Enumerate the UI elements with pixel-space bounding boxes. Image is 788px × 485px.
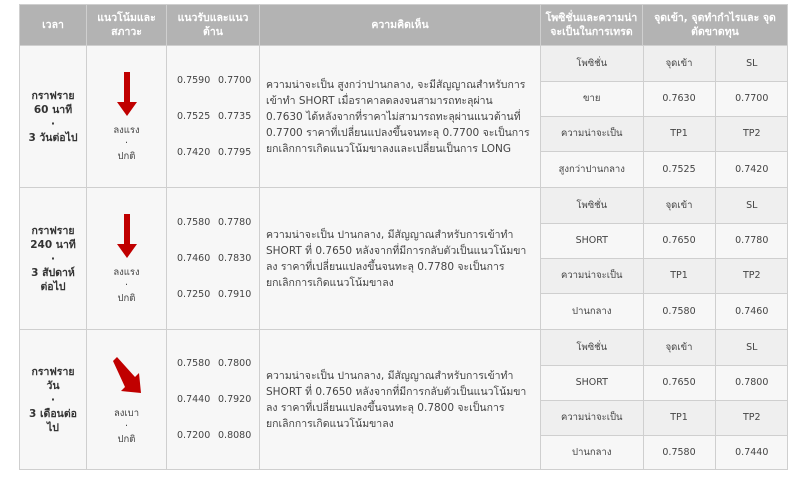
position-row	[541, 116, 788, 151]
position-cell-value: ความน่าจะเป็น	[541, 400, 643, 435]
down-arrow-icon	[107, 70, 147, 118]
table-row	[20, 188, 788, 330]
position-cell-value: 0.7650	[643, 365, 715, 400]
trend-label: ลงเบา	[113, 408, 140, 419]
position-row	[541, 223, 788, 258]
position-cell-value: ขาย	[541, 81, 643, 116]
period-line: ต่อไป	[40, 280, 66, 293]
table-row	[20, 46, 788, 188]
header-targets-label: จุดเข้า, จุดทำกำไรและ จุดตัดขาดทุน	[654, 12, 776, 38]
down-arrow-icon	[107, 212, 147, 260]
trend-cell	[87, 188, 167, 330]
position-row	[541, 151, 788, 187]
position-table	[541, 46, 788, 187]
position-row	[541, 330, 788, 365]
position-row	[541, 188, 788, 223]
position-row	[541, 293, 788, 329]
level-row	[167, 63, 259, 99]
header-position	[541, 5, 788, 46]
position-cell-value: SL	[715, 188, 788, 223]
header-comment: ความคิดเห็น	[260, 5, 541, 46]
position-cell-value: 0.7650	[643, 223, 715, 258]
level-row	[167, 205, 259, 241]
header-trend: แนวโน้มและ สภาวะ	[87, 5, 167, 46]
period-line: 60 นาที	[33, 103, 73, 116]
position-cell-value: จุดเข้า	[643, 188, 715, 223]
period-line: กราฟราย	[31, 365, 75, 378]
position-cell-value: 0.7630	[643, 81, 715, 116]
trend-dot: ·	[124, 280, 129, 291]
position-cell-value: SHORT	[541, 223, 643, 258]
position-cell	[541, 330, 788, 470]
comment-text: ความน่าจะเป็น สูงกว่าปานกลาง, จะมีสัญญาณสำหรับการเข้าทำ SHORT เมื่อราคาลดลงจนสามารถทะลุผ่าน 0.7630 ได้หลังจากที่ราคาไม่สามารถทะลุผ่านแนวต้านที่ 0.7700 ราคาที่เปลี่ยนแปลงขึ้นจนทะลุ 0.7700 จะเป็นการยกเลิกการเกิดแนวโน้มขาลงและเปลี่ยนเป็นการ LONG	[266, 78, 530, 155]
position-cell-value: จุดเข้า	[643, 46, 715, 81]
period-line: กราฟราย	[31, 224, 75, 237]
position-cell-value: TP1	[643, 116, 715, 151]
support-value: 0.7460	[177, 253, 211, 264]
position-row	[541, 81, 788, 116]
trend-dot: ·	[124, 421, 129, 432]
resistance-value: 0.7800	[218, 358, 252, 369]
header-time: เวลา	[20, 5, 87, 46]
position-cell-value: TP1	[643, 400, 715, 435]
position-row	[541, 258, 788, 293]
period-line: กราฟราย	[31, 89, 75, 102]
header-position-label: โพซิชั่นและความน่า จะเป็นในการเทรด	[541, 5, 643, 45]
position-cell-value: 0.7580	[643, 293, 715, 329]
comment-cell	[260, 188, 541, 330]
position-cell-value: ความน่าจะเป็น	[541, 116, 643, 151]
position-cell-value: 0.7780	[715, 223, 788, 258]
position-row	[541, 46, 788, 81]
support-value: 0.7250	[177, 289, 211, 300]
level-row	[167, 135, 259, 171]
period-line: ·	[51, 252, 55, 265]
table-row	[20, 330, 788, 470]
support-value: 0.7420	[177, 147, 211, 158]
support-value: 0.7590	[177, 75, 211, 86]
trend-label: ลงแรง	[113, 125, 140, 136]
support-value: 0.7580	[177, 217, 211, 228]
trend-state: ปกติ	[117, 151, 136, 162]
comment-cell	[260, 330, 541, 470]
level-row	[167, 241, 259, 277]
position-cell	[541, 188, 788, 330]
trend-state: ปกติ	[117, 293, 136, 304]
position-cell-value: TP2	[715, 258, 788, 293]
trend-cell	[87, 46, 167, 188]
resistance-value: 0.7780	[218, 217, 252, 228]
resistance-value: 0.7795	[218, 147, 252, 158]
comment-text: ความน่าจะเป็น ปานกลาง, มีสัญญาณสำหรับการเข้าทำ SHORT ที่ 0.7650 หลังจากที่มีการกลับตัวเป็นแนวโน้มขาลง ราคาที่เปลี่ยนแปลงขึ้นจนทะลุ 0.7780 จะเป็นการยกเลิกการเกิดแนวโน้มขาลง	[266, 228, 527, 289]
position-row	[541, 400, 788, 435]
levels-cell	[167, 46, 260, 188]
period-cell	[20, 188, 87, 330]
position-cell-value: 0.7440	[715, 435, 788, 469]
position-cell-value: 0.7800	[715, 365, 788, 400]
position-cell-value: โพซิชั่น	[541, 330, 643, 365]
position-cell-value: ความน่าจะเป็น	[541, 258, 643, 293]
position-row	[541, 435, 788, 469]
period-line: 3 วันต่อไป	[28, 131, 78, 144]
position-row	[541, 365, 788, 400]
period-line: ·	[51, 393, 55, 406]
trend-cell	[87, 330, 167, 470]
resistance-value: 0.8080	[218, 430, 252, 441]
level-row	[167, 418, 259, 454]
forecast-table	[19, 4, 788, 470]
position-cell-value: TP2	[715, 116, 788, 151]
position-cell-value: SL	[715, 330, 788, 365]
position-cell-value: SL	[715, 46, 788, 81]
level-row	[167, 382, 259, 418]
period-cell	[20, 330, 87, 470]
resistance-value: 0.7700	[218, 75, 252, 86]
position-cell-value: TP2	[715, 400, 788, 435]
period-line: 3 เดือนต่อ	[29, 407, 77, 420]
comment-text: ความน่าจะเป็น ปานกลาง, มีสัญญาณสำหรับการเข้าทำ SHORT ที่ 0.7650 หลังจากที่มีการกลับตัวเป็นแนวโน้มขาลง ราคาที่เปลี่ยนแปลงขึ้นจนทะลุ 0.7800 จะเป็นการยกเลิกการเกิดแนวโน้มขาลง	[266, 369, 527, 430]
period-line: 3 สัปดาห์	[31, 266, 75, 279]
position-cell-value: 0.7460	[715, 293, 788, 329]
level-row	[167, 277, 259, 313]
resistance-value: 0.7910	[218, 289, 252, 300]
position-cell-value: TP1	[643, 258, 715, 293]
period-cell	[20, 46, 87, 188]
support-value: 0.7580	[177, 358, 211, 369]
period-line: ไป	[47, 421, 59, 434]
period-line: 240 นาที	[30, 238, 76, 251]
position-cell-value: 0.7420	[715, 151, 788, 187]
trend-label: ลงแรง	[113, 267, 140, 278]
period-line: ·	[51, 117, 55, 130]
position-cell	[541, 46, 788, 188]
resistance-value: 0.7735	[218, 111, 252, 122]
level-row	[167, 99, 259, 135]
position-cell-value: 0.7580	[643, 435, 715, 469]
support-value: 0.7200	[177, 430, 211, 441]
position-table	[541, 330, 788, 469]
position-cell-value: 0.7525	[643, 151, 715, 187]
levels-cell	[167, 330, 260, 470]
position-cell-value: โพซิชั่น	[541, 46, 643, 81]
trend-dot: ·	[124, 138, 129, 149]
levels-cell	[167, 188, 260, 330]
support-value: 0.7440	[177, 394, 211, 405]
resistance-value: 0.7830	[218, 253, 252, 264]
position-cell-value: โพซิชั่น	[541, 188, 643, 223]
position-table	[541, 188, 788, 329]
trend-state: ปกติ	[117, 434, 136, 445]
down-right-arrow-icon	[107, 353, 147, 401]
position-cell-value: 0.7700	[715, 81, 788, 116]
position-cell-value: ปานกลาง	[541, 435, 643, 469]
period-line: วัน	[46, 379, 60, 392]
header-levels: แนวรับและแนว ต้าน	[167, 5, 260, 46]
resistance-value: 0.7920	[218, 394, 252, 405]
header-row	[20, 5, 788, 46]
position-cell-value: จุดเข้า	[643, 330, 715, 365]
support-value: 0.7525	[177, 111, 211, 122]
level-row	[167, 346, 259, 382]
position-cell-value: SHORT	[541, 365, 643, 400]
position-cell-value: ปานกลาง	[541, 293, 643, 329]
comment-cell	[260, 46, 541, 188]
position-cell-value: สูงกว่าปานกลาง	[541, 151, 643, 187]
